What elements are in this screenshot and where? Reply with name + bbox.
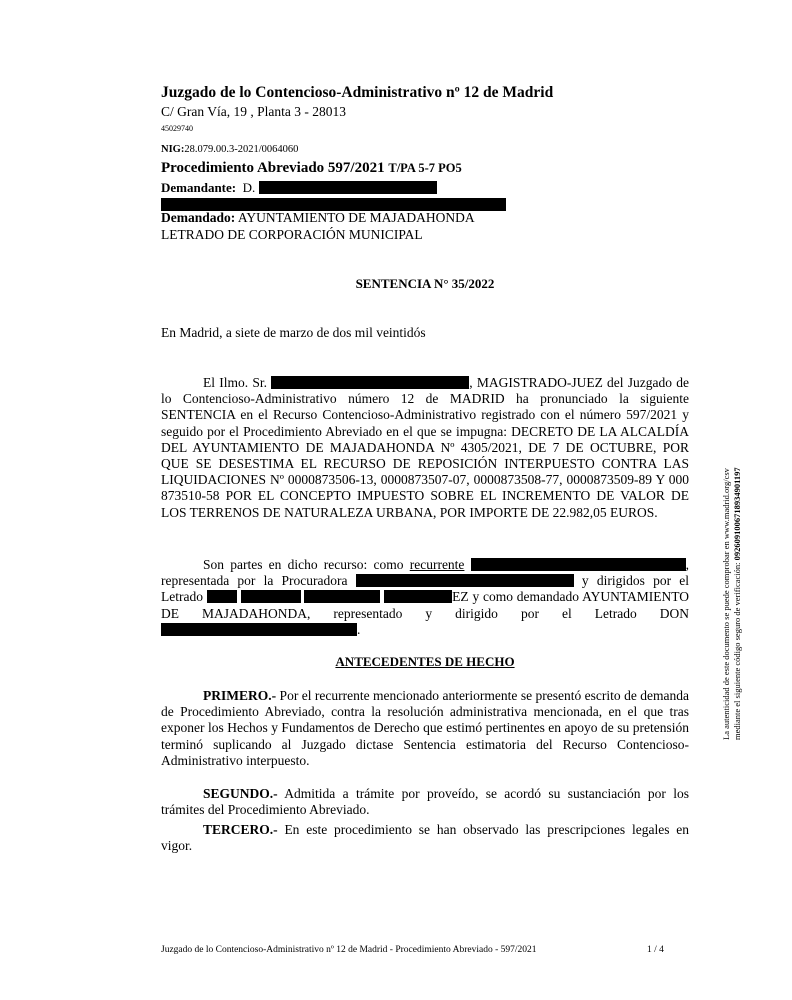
plaintiff-prefix: D. (242, 180, 256, 195)
parties-text-3: y dirigidos por el Letrado (161, 573, 690, 605)
parties-text-2: , representada por la Procuradora (161, 557, 690, 589)
court-address: C/ Gran Vía, 19 , Planta 3 - 28013 (161, 104, 346, 119)
defendant-label: Demandado: (161, 210, 236, 225)
court-name: Juzgado de lo Contencioso-Administrativo nº 12 de Madrid (161, 84, 554, 101)
primero-text: Por el recurrente mencionado anteriormente se presentó escrito de demanda de Procedimiento Abreviado, contra la resolución administrativa mencionada, en el que tras exponer los Hechos y Fundamentos de Derecho que estimó pertinentes en apoyo de su pretensión terminó suplicando al Juzgado dictase Sentencia estimatoria del Recurso Contencioso-Administrativo interpuesto. (161, 688, 689, 768)
segundo-paragraph (161, 786, 689, 818)
parties-text-4: EZ y como demandado AYUNTAMIENTO DE MAJADAHONDA, representado y dirigido por el Letrado DON (161, 589, 689, 621)
parties-text-1: Son partes en dicho recurso: como (203, 557, 404, 572)
nig-line (161, 144, 298, 155)
redaction-box (161, 623, 357, 636)
parties-paragraph (161, 557, 689, 638)
intro-text-1: El Ilmo. Sr. (203, 375, 267, 390)
segundo-text: Admitida a trámite por proveído, se acordó su sustanciación por los trámites del Procedimiento Abreviado. (161, 786, 689, 818)
defendant-value: AYUNTAMIENTO DE MAJADAHONDA (237, 210, 475, 225)
parties-text-5: . (357, 621, 361, 637)
tercero-text: En este procedimiento se han observado las prescripciones legales en vigor. (161, 822, 689, 854)
verification-line-2: mediante el siguiente código seguro de verificación: 0926091006718934901197 (732, 467, 742, 740)
recurrente-link: recurrente (409, 557, 465, 572)
redaction-box (304, 590, 380, 603)
verification-code: 0926091006718934901197 (732, 467, 742, 561)
sentence-title: SENTENCIA N° 35/2022 (355, 276, 495, 291)
intro-text-2: , MAGISTRADO-JUEZ del Juzgado de lo Contencioso-Administrativo número 12 de MADRID ha pronunciado la siguiente SENTENCIA en el Recurso Contencioso-Administrativo registrado con el número 597/2021 y seguido por el Procedimiento Abreviado en el que se impugna: DECRETO DE LA ALCALDÍA DEL AYUNTAMIENTO DE MAJADAHONDA Nº 4305/2021, DE 7 DE OCTUBRE, POR QUE SE DESESTIMA EL RECURSO DE REPOSICIÓN INTERPUESTO CONTRA LAS LIQUIDACIONES Nº 0000873506-13, 0000873507-07, 0000873508-77, 0000873509-89 Y 000 873510-58 POR EL CONCEPTO IMPUESTO SOBRE EL INCREMENTO DE VALOR DE LOS TERRENOS DE NATURALEZA URBANA, POR IMPORTE DE 22.982,05 EUROS. (161, 375, 689, 520)
tercero-paragraph (161, 822, 689, 854)
redaction-box (471, 558, 686, 571)
redaction-box (271, 376, 469, 389)
procedure-title: Procedimiento Abreviado 597/2021 (161, 160, 385, 176)
redaction-box (384, 590, 452, 603)
defendant-line (161, 210, 475, 226)
redaction-box (241, 590, 301, 603)
antecedentes-heading: ANTECEDENTES DE HECHO (335, 654, 515, 669)
verification-line-1: La autenticidad de este documento se puede comprobar en www.madrid.org/csv (721, 468, 731, 740)
nig-value: 28.079.00.3-2021/0064060 (184, 144, 299, 155)
tercero-label: TERCERO.- (203, 822, 278, 837)
procedure-line (161, 160, 462, 177)
plaintiff-line (161, 180, 437, 196)
redaction-box (356, 574, 574, 587)
verification-note (721, 460, 751, 740)
procedure-suffix: T/PA 5-7 PO5 (388, 161, 462, 175)
page-number: 1 / 4 (647, 945, 664, 955)
nig-label: NIG: (161, 144, 185, 155)
redaction-box (207, 590, 237, 603)
primero-paragraph (161, 688, 689, 769)
defendant-lawyer: LETRADO DE CORPORACIÓN MUNICIPAL (161, 227, 423, 242)
plaintiff-label: Demandante: (161, 180, 237, 195)
segundo-label: SEGUNDO.- (203, 786, 278, 801)
date-line: En Madrid, a siete de marzo de dos mil veintidós (161, 325, 426, 340)
footer-text: Juzgado de lo Contencioso-Administrativo nº 12 de Madrid - Procedimiento Abreviado - 597/2021 (161, 945, 537, 955)
primero-label: PRIMERO.- (203, 688, 277, 703)
intro-paragraph (161, 375, 689, 521)
redaction-box (259, 181, 437, 194)
court-code: 45029740 (161, 124, 193, 133)
